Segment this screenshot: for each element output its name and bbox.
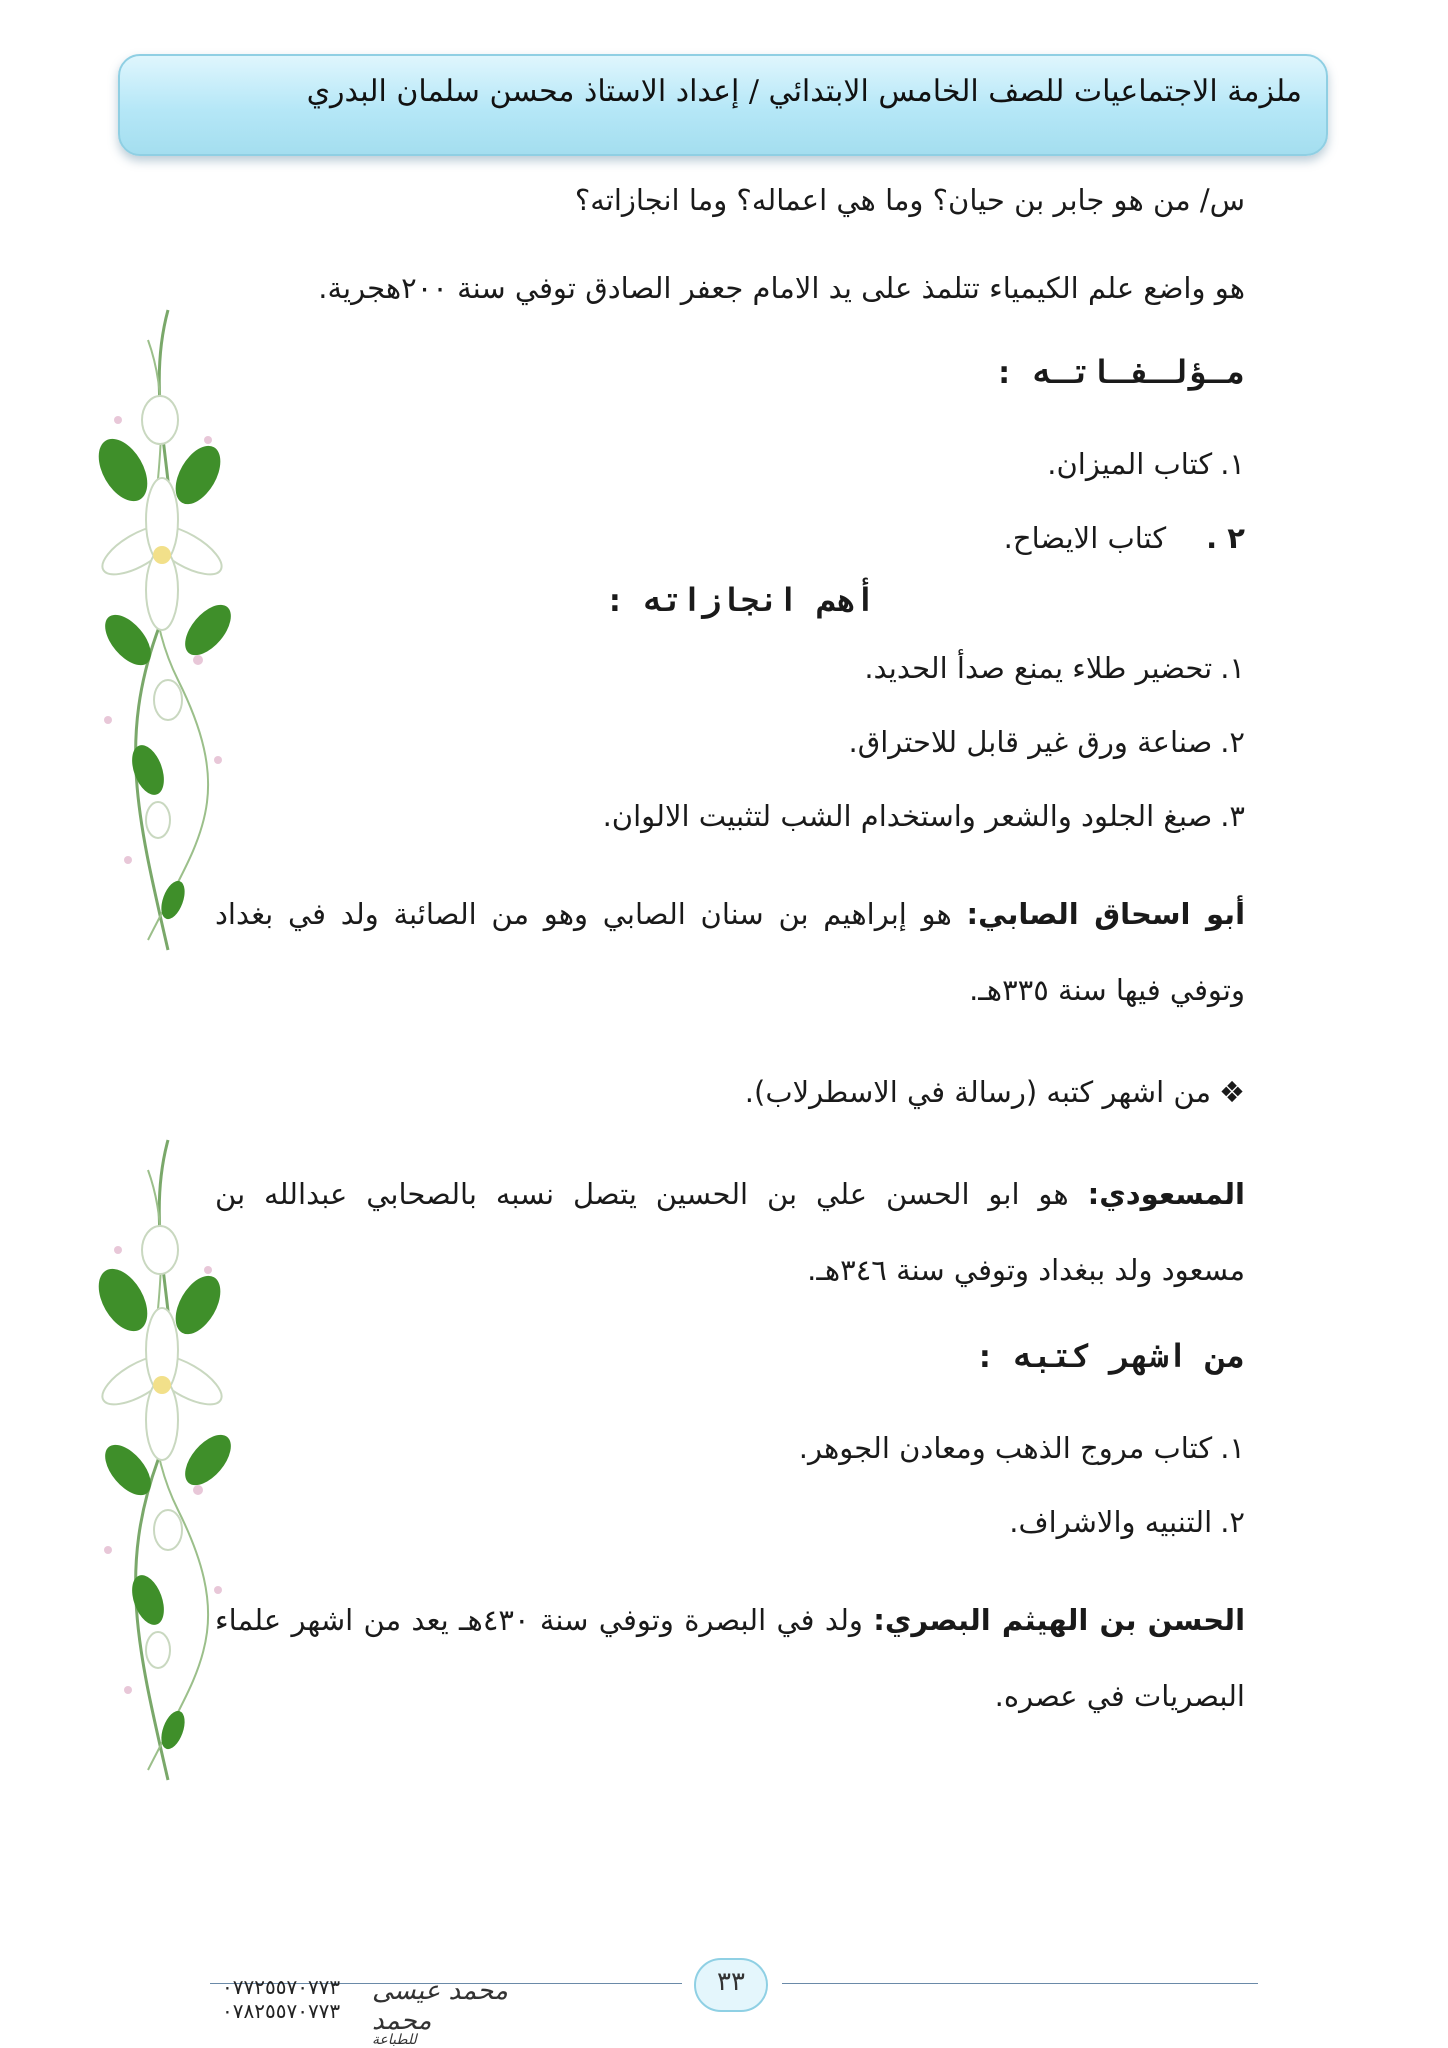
masudi-line2: مسعود ولد ببغداد وتوفي سنة ٣٤٦هـ. (807, 1253, 1245, 1287)
masudi-line1-text: هو ابو الحسن علي بن الحسين يتصل نسبه بالصحابي عبدالله بن (215, 1177, 1069, 1211)
jabir-answer: هو واضع علم الكيمياء تتلمذ على يد الامام جعفر الصادق توفي سنة ٢٠٠هجرية. (318, 271, 1245, 305)
masudi-line1 (215, 1174, 1245, 1214)
jabir-question: س/ من هو جابر بن حيان؟ وما هي اعماله؟ وما انجازاته؟ (574, 183, 1245, 217)
list-text: تحضير طلاء يمنع صدأ الحديد. (864, 651, 1213, 685)
haytham-line1-text: ولد في البصرة وتوفي سنة ٤٣٠هـ يعد من اشهر علماء (215, 1603, 863, 1637)
signature-subtext: للطباعة (372, 2032, 417, 2048)
sabi-name: أبو اسحاق الصابي: (966, 897, 1246, 931)
list-item (1004, 518, 1245, 558)
list-item (1047, 444, 1245, 484)
floral-decoration-top (78, 300, 238, 960)
list-number: ٢ . (1206, 521, 1245, 555)
page-number-badge (694, 1958, 768, 2012)
list-number: ١. (1220, 1431, 1245, 1465)
works-heading: مـؤلـفـاتـه : (994, 353, 1245, 391)
masudi-name: المسعودي: (1087, 1177, 1245, 1211)
masudi-books-heading: من اشهر كتبه : (975, 1337, 1245, 1375)
list-number: ٣. (1220, 799, 1245, 833)
haytham-name: الحسن بن الهيثم البصري: (873, 1603, 1246, 1637)
phone-number: ٠٧٧٢٥٥٧٠٧٧٣ (222, 1975, 341, 1999)
list-text: صبغ الجلود والشعر واستخدام الشب لتثبيت الالوان. (602, 799, 1213, 833)
phone-number: ٠٧٨٢٥٥٧٠٧٧٣ (222, 1999, 341, 2023)
sabi-bullet-text: من اشهر كتبه (رسالة في الاسطرلاب). (744, 1075, 1211, 1109)
list-item (864, 648, 1245, 688)
signature-text: محمد عيسى محمد (372, 1976, 508, 2036)
sabi-line1 (215, 894, 1245, 934)
header-banner (118, 54, 1328, 156)
page-number: ٣٣ (717, 1967, 745, 1997)
diamond-bullet-icon: ❖ (1219, 1075, 1245, 1109)
header-title (140, 74, 1302, 109)
footer-rule-right (782, 1983, 1258, 1984)
achievements-heading: أهم انجازاته : (605, 581, 875, 619)
list-item (799, 1428, 1245, 1468)
list-text: صناعة ورق غير قابل للاحتراق. (848, 725, 1213, 759)
header-title-text: ملزمة الاجتماعيات للصف الخامس الابتدائي / إعداد الاستاذ محسن سلمان البدري (306, 74, 1302, 109)
list-text: التنبيه والاشراف. (1009, 1505, 1213, 1539)
list-text: كتاب مروج الذهب ومعادن الجوهر. (798, 1431, 1213, 1465)
list-text: كتاب الايضاح. (1003, 521, 1167, 555)
list-item (603, 796, 1245, 836)
haytham-line1 (215, 1600, 1245, 1640)
list-number: ٢. (1220, 725, 1245, 759)
list-item (1009, 1502, 1245, 1542)
list-number: ١. (1220, 651, 1245, 685)
list-number: ١. (1220, 447, 1245, 481)
footer-phones (222, 1975, 372, 2023)
floral-decoration-bottom (78, 1130, 238, 1790)
sabi-bullet (745, 1072, 1245, 1112)
haytham-line2: البصريات في عصره. (994, 1679, 1245, 1713)
list-number: ٢. (1220, 1505, 1245, 1539)
sabi-line2: وتوفي فيها سنة ٣٣٥هـ. (969, 973, 1245, 1007)
list-text: كتاب الميزان. (1047, 447, 1213, 481)
list-item (849, 722, 1246, 762)
sabi-line1-text: هو إبراهيم بن سنان الصابي وهو من الصائبة ولد في بغداد (215, 897, 952, 931)
printer-signature (372, 1976, 522, 2048)
